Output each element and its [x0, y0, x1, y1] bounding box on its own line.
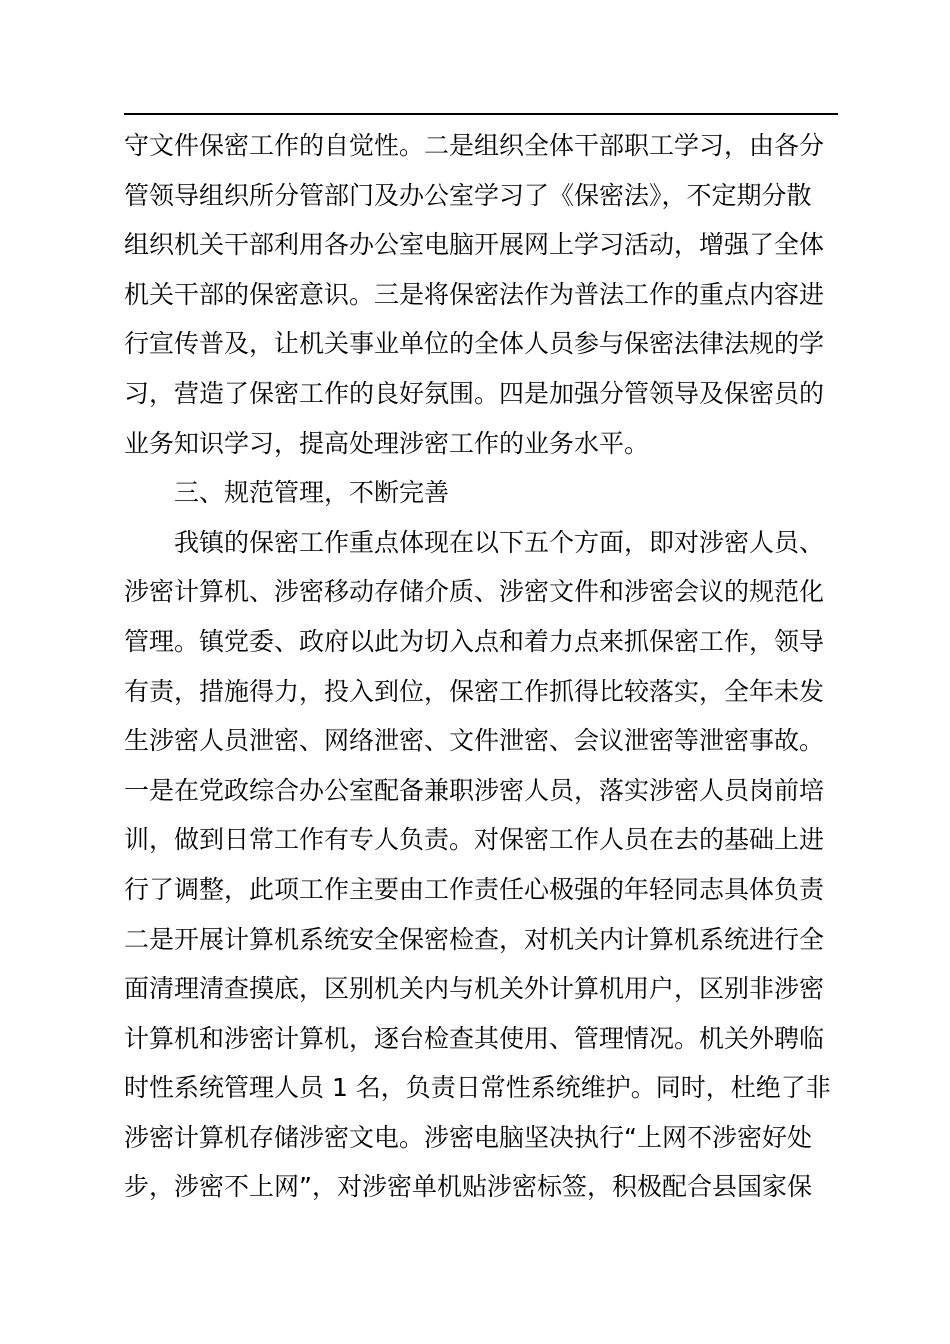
- text-line: 管理。镇党委、政府以此为切入点和着力点来抓保密工作，领导: [124, 626, 825, 656]
- text-line: 涉密计算机、涉密移动存储介质、涉密文件和涉密会议的规范化: [124, 577, 825, 607]
- text-line: 习，营造了保密工作的良好氛围。四是加强分管领导及保密员的: [124, 378, 825, 408]
- text-line: 涉密计算机存储涉密文电。涉密电脑坚决执行“上网不涉密好处: [124, 1122, 812, 1152]
- text-line: 生涉密人员泄密、网络泄密、文件泄密、会议泄密等泄密事故。: [124, 726, 825, 756]
- text-line: 有责，措施得力，投入到位，保密工作抓得比较落实，全年未发: [124, 676, 825, 706]
- text-line: 管领导组织所分管部门及办公室学习了《保密法》，不定期分散: [124, 180, 812, 210]
- text-line: 业务知识学习，提高处理涉密工作的业务水平。: [124, 428, 650, 458]
- text-line: 一是在党政综合办公室配备兼职涉密人员，落实涉密人员岗前培: [124, 775, 825, 805]
- text-line: 我镇的保密工作重点体现在以下五个方面，即对涉密人员、: [174, 527, 825, 557]
- text-line: 二是开展计算机系统安全保密检查，对机关内计算机系统进行全: [124, 924, 825, 954]
- text-line: 组织机关干部利用各办公室电脑开展网上学习活动，增强了全体: [124, 230, 825, 260]
- text-line: 步，涉密不上网”，对涉密单机贴涉密标签，积极配合县国家保: [124, 1172, 812, 1202]
- text-line: 训，做到日常工作有专人负责。对保密工作人员在去的基础上进: [124, 825, 825, 855]
- text-line: 计算机和涉密计算机，逐台检查其使用、管理情况。机关外聘临: [124, 1023, 825, 1053]
- text-line: 行了调整，此项工作主要由工作责任心极强的年轻同志具体负责: [124, 874, 825, 904]
- text-line: 行宣传普及，让机关事业单位的全体人员参与保密法律法规的学: [124, 329, 825, 359]
- text-line: 守文件保密工作的自觉性。二是组织全体干部职工学习，由各分: [124, 131, 825, 160]
- section-heading: 三、规范管理，不断完善: [174, 478, 450, 508]
- text-line: 时性系统管理人员 1 名，负责日常性系统维护。同时，杜绝了非: [124, 1073, 831, 1103]
- header-rule: [124, 113, 838, 115]
- document-body: [124, 121, 838, 1212]
- text-line: 面清理清查摸底，区别机关内与机关外计算机用户，区别非涉密: [124, 974, 825, 1004]
- text-line: 机关干部的保密意识。三是将保密法作为普法工作的重点内容进: [124, 279, 825, 309]
